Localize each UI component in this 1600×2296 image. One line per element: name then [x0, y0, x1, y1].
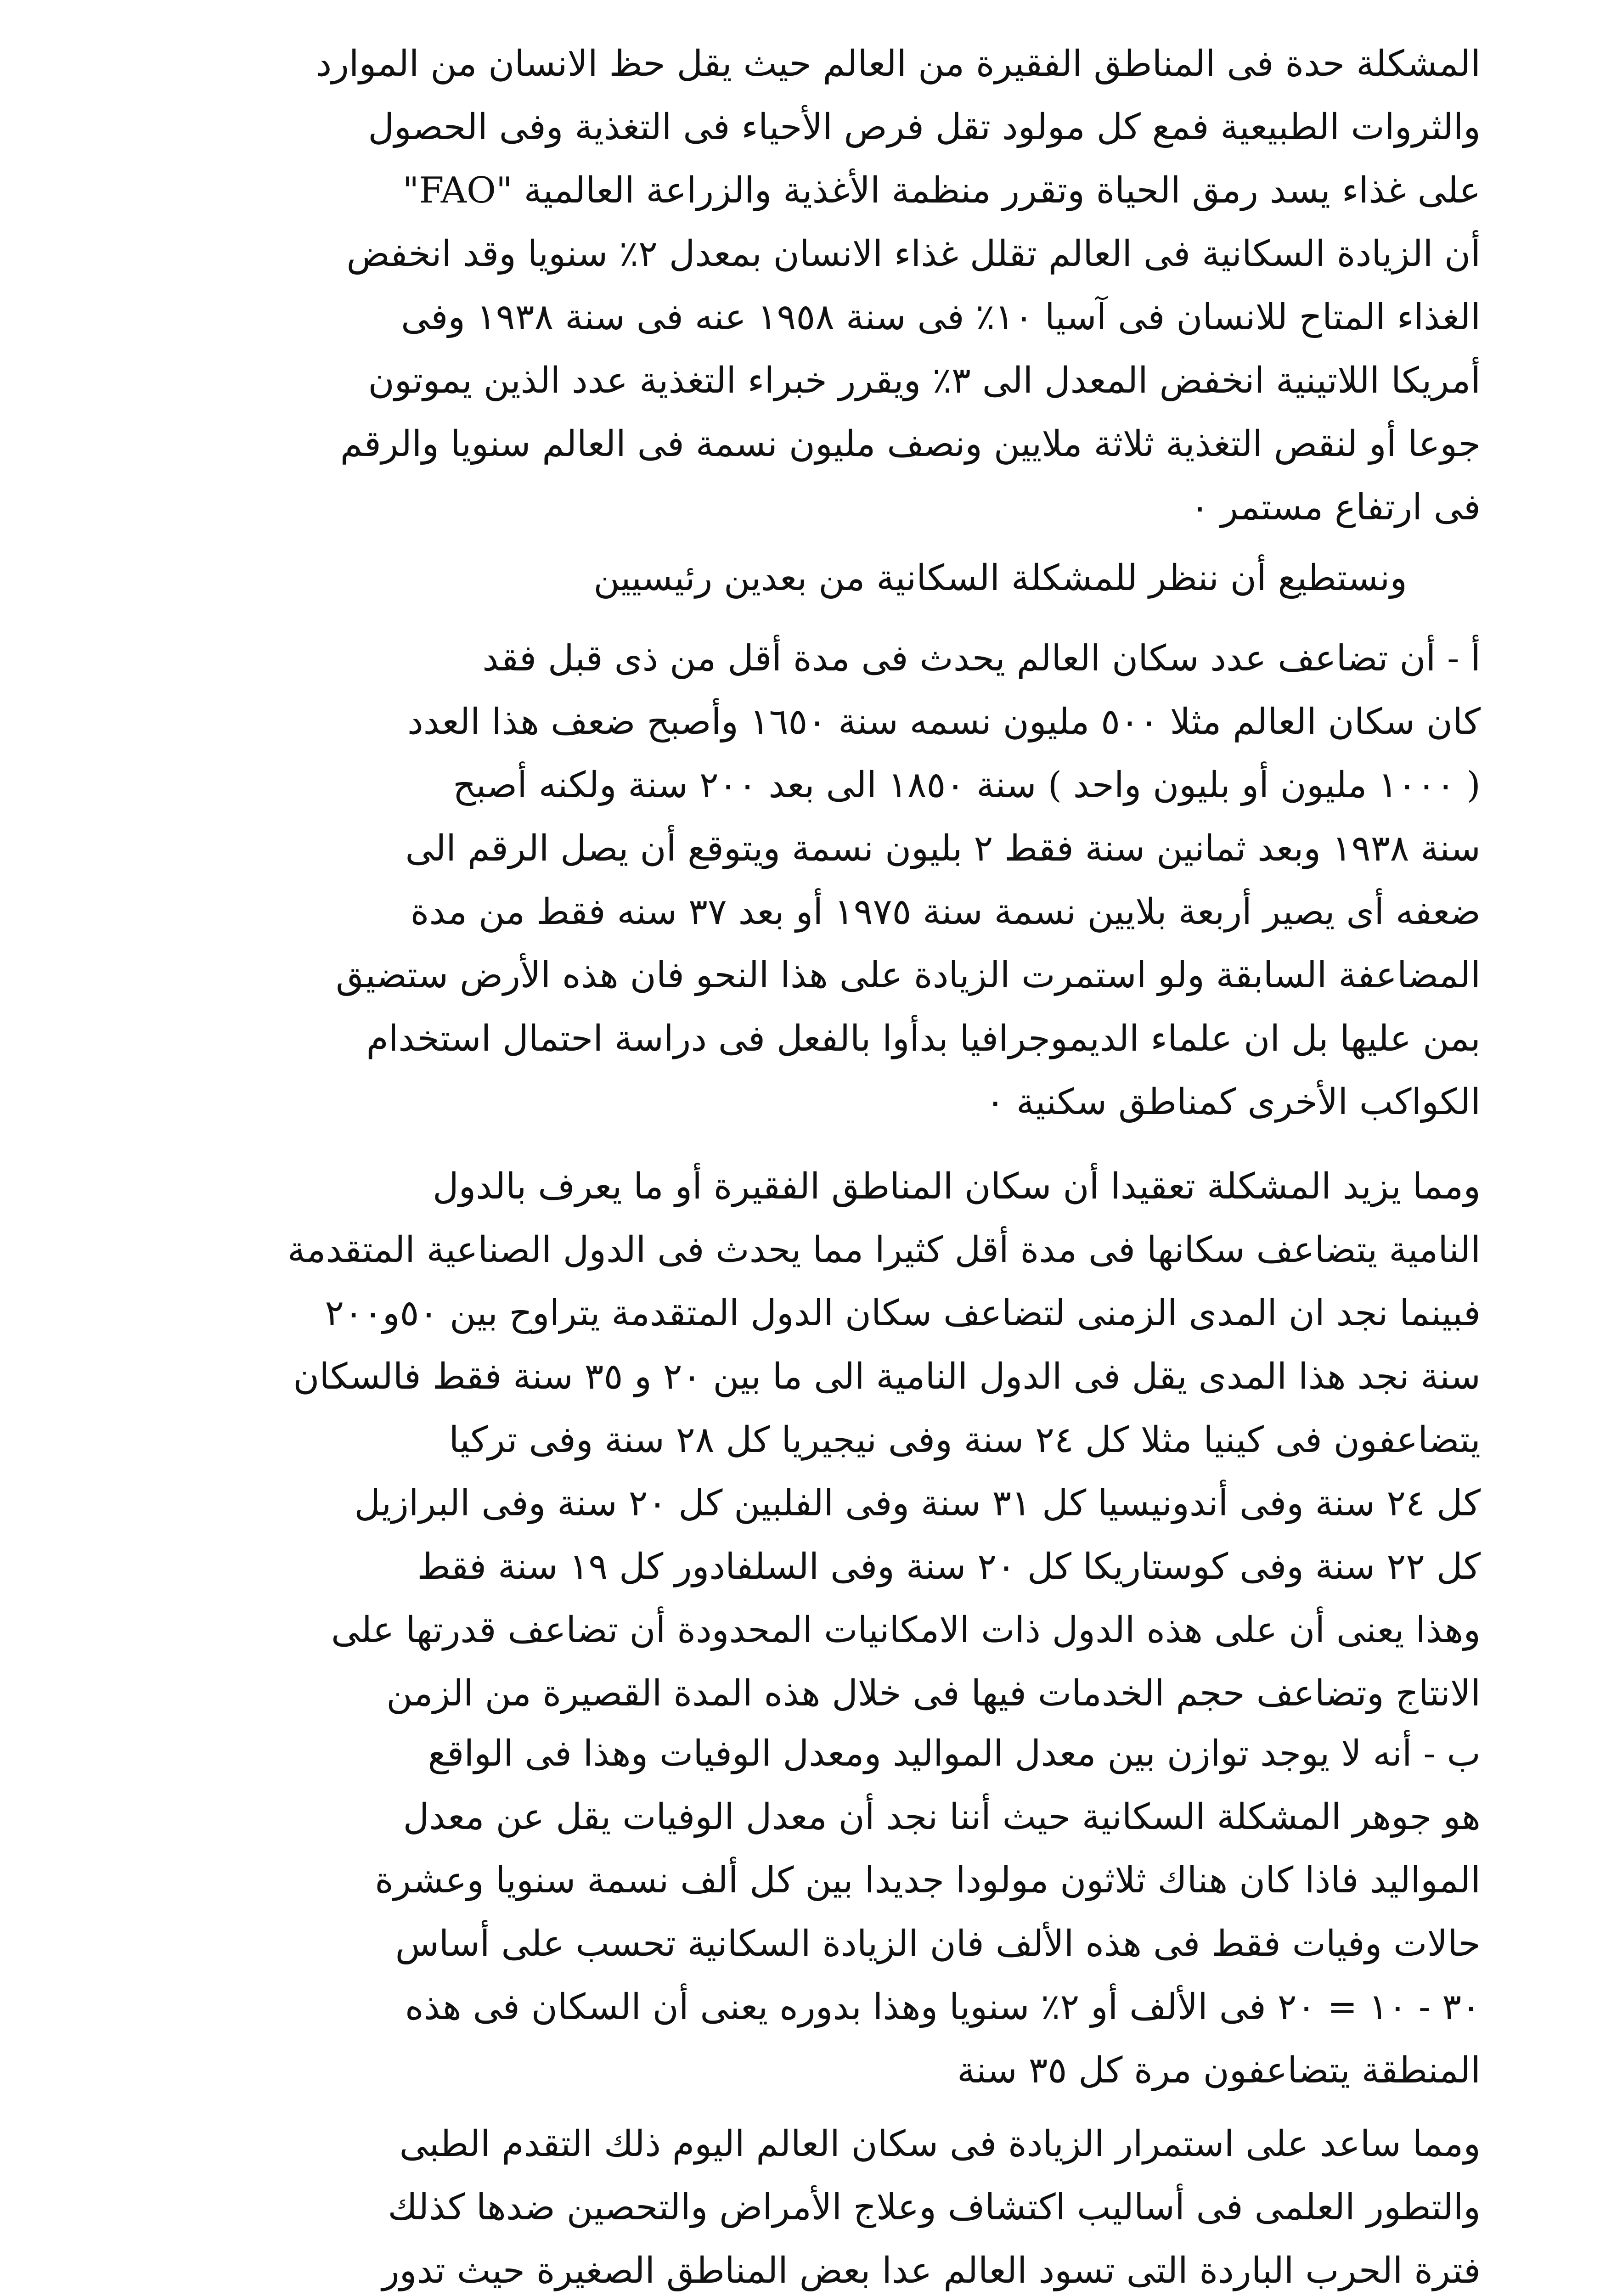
text-line: كل ٢٢ سنة وفى كوستاريكا كل ٢٠ سنة وفى السلفادور كل ١٩ سنة فقط — [417, 1546, 1481, 1587]
text-line: المنطقة يتضاعفون مرة كل ٣٥ سنة — [957, 2050, 1481, 2091]
text-line: على غذاء يسد رمق الحياة وتقرر منظمة الأغذية والزراعة العالمية "FAO" — [402, 170, 1481, 211]
paragraph-point-a — [336, 627, 1481, 1134]
text-line: ضعفه أى يصير أربعة بلايين نسمة سنة ١٩٧٥ أو بعد ٣٧ سنه فقط من مدة — [410, 891, 1481, 933]
text-line: جوعا أو لنقص التغذية ثلاثة ملايين ونصف مليون نسمة فى العالم سنويا والرقم — [340, 423, 1481, 465]
text-line: وهذا يعنى أن على هذه الدول ذات الامكانيات المحدودة أن تضاعف قدرتها على — [331, 1609, 1481, 1651]
text-line: حالات وفيات فقط فى هذه الألف فان الزيادة السكانية تحسب على أساس — [395, 1923, 1481, 1964]
text-line: أ - أن تضاعف عدد سكان العالم يحدث فى مدة أقل من ذى قبل فقد — [482, 638, 1481, 679]
text-line: ومما يزيد المشكلة تعقيدا أن سكان المناطق الفقيرة أو ما يعرف بالدول — [432, 1166, 1481, 1207]
text-line: كل ٢٤ سنة وفى أندونيسيا كل ٣١ سنة وفى الفلبين كل ٢٠ سنة وفى البرازيل — [354, 1483, 1481, 1524]
paragraph-point-b — [375, 1722, 1481, 2102]
text-line: الغذاء المتاح للانسان فى آسيا ١٠٪ فى سنة ١٩٥٨ عنه فى سنة ١٩٣٨ وفى — [401, 297, 1481, 338]
text-line: ونستطيع أن ننظر للمشكلة السكانية من بعدين رئيسيين — [593, 557, 1407, 599]
text-line: النامية يتضاعف سكانها فى مدة أقل كثيرا مما يحدث فى الدول الصناعية المتقدمة — [287, 1229, 1481, 1271]
text-line: يتضاعفون فى كينيا مثلا كل ٢٤ سنة وفى نيجيريا كل ٢٨ سنة وفى تركيا — [449, 1419, 1481, 1461]
text-line: كان سكان العالم مثلا ٥٠٠ مليون نسمه سنة ١٦٥٠ وأصبح ضعف هذا العدد — [407, 701, 1481, 743]
text-line: هو جوهر المشكلة السكانية حيث أننا نجد أن معدل الوفيات يقل عن معدل — [403, 1796, 1481, 1838]
text-line: والتطور العلمى فى أساليب اكتشاف وعلاج الأمراض والتحصين ضدها كذلك — [388, 2187, 1481, 2228]
text-line: ومما ساعد على استمرار الزيادة فى سكان العالم اليوم ذلك التقدم الطبى — [399, 2123, 1481, 2165]
text-line: والثروات الطبيعية فمع كل مولود تقل فرص الأحياء فى التغذية وفى الحصول — [368, 107, 1481, 148]
text-line: أمريكا اللاتينية انخفض المعدل الى ٣٪ ويقرر خبراء التغذية عدد الذين يموتون — [368, 360, 1481, 401]
text-line: فبينما نجد ان المدى الزمنى لتضاعف سكان الدول المتقدمة يتراوح بين ٥٠و٢٠٠ — [325, 1293, 1481, 1334]
text-line: ٣٠ - ١٠ = ٢٠ فى الألف أو ٢٪ سنويا وهذا بدوره يعنى أن السكان فى هذه — [405, 1986, 1481, 2028]
text-line: ب - أنه لا يوجد توازن بين معدل المواليد ومعدل الوفيات وهذا فى الواقع — [428, 1733, 1481, 1774]
paragraph-medical-progress — [382, 2112, 1481, 2296]
text-line: سنة نجد هذا المدى يقل فى الدول النامية الى ما بين ٢٠ و ٣٥ سنة فقط فالسكان — [293, 1356, 1481, 1397]
text-line: بمن عليها بل ان علماء الديموجرافيا بدأوا بالفعل فى دراسة احتمال استخدام — [366, 1018, 1481, 1059]
text-line: المضاعفة السابقة ولو استمرت الزيادة على هذا النحو فان هذه الأرض ستضيق — [336, 955, 1481, 996]
text-line: ( ١٠٠٠ مليون أو بليون واحد ) سنة ١٨٥٠ الى بعد ٢٠٠ سنة ولكنه أصبح — [453, 765, 1481, 806]
paragraph-food-problem — [316, 32, 1481, 539]
text-line: المواليد فاذا كان هناك ثلاثون مولودا جديدا بين كل ألف نسمة سنويا وعشرة — [375, 1860, 1481, 1901]
text-line: الكواكب الأخرى كمناطق سكنية ٠ — [986, 1081, 1481, 1123]
text-line: أن الزيادة السكانية فى العالم تقلل غذاء الانسان بمعدل ٢٪ سنويا وقد انخفض — [346, 233, 1481, 275]
text-line: فى ارتفاع مستمر ٠ — [1190, 487, 1481, 528]
text-line: فترة الحرب الباردة التى تسود العالم عدا بعض المناطق الصغيرة حيث تدور — [382, 2250, 1481, 2291]
paragraph-two-dimensions — [593, 546, 1407, 610]
text-line: الانتاج وتضاعف حجم الخدمات فيها فى خلال هذه المدة القصيرة من الزمن — [386, 1673, 1481, 1714]
paragraph-developing-countries — [287, 1155, 1481, 1725]
text-line: المشكلة حدة فى المناطق الفقيرة من العالم حيث يقل حظ الانسان من الموارد — [315, 43, 1481, 84]
text-line: سنة ١٩٣٨ وبعد ثمانين سنة فقط ٢ بليون نسمة ويتوقع أن يصل الرقم الى — [405, 828, 1481, 869]
